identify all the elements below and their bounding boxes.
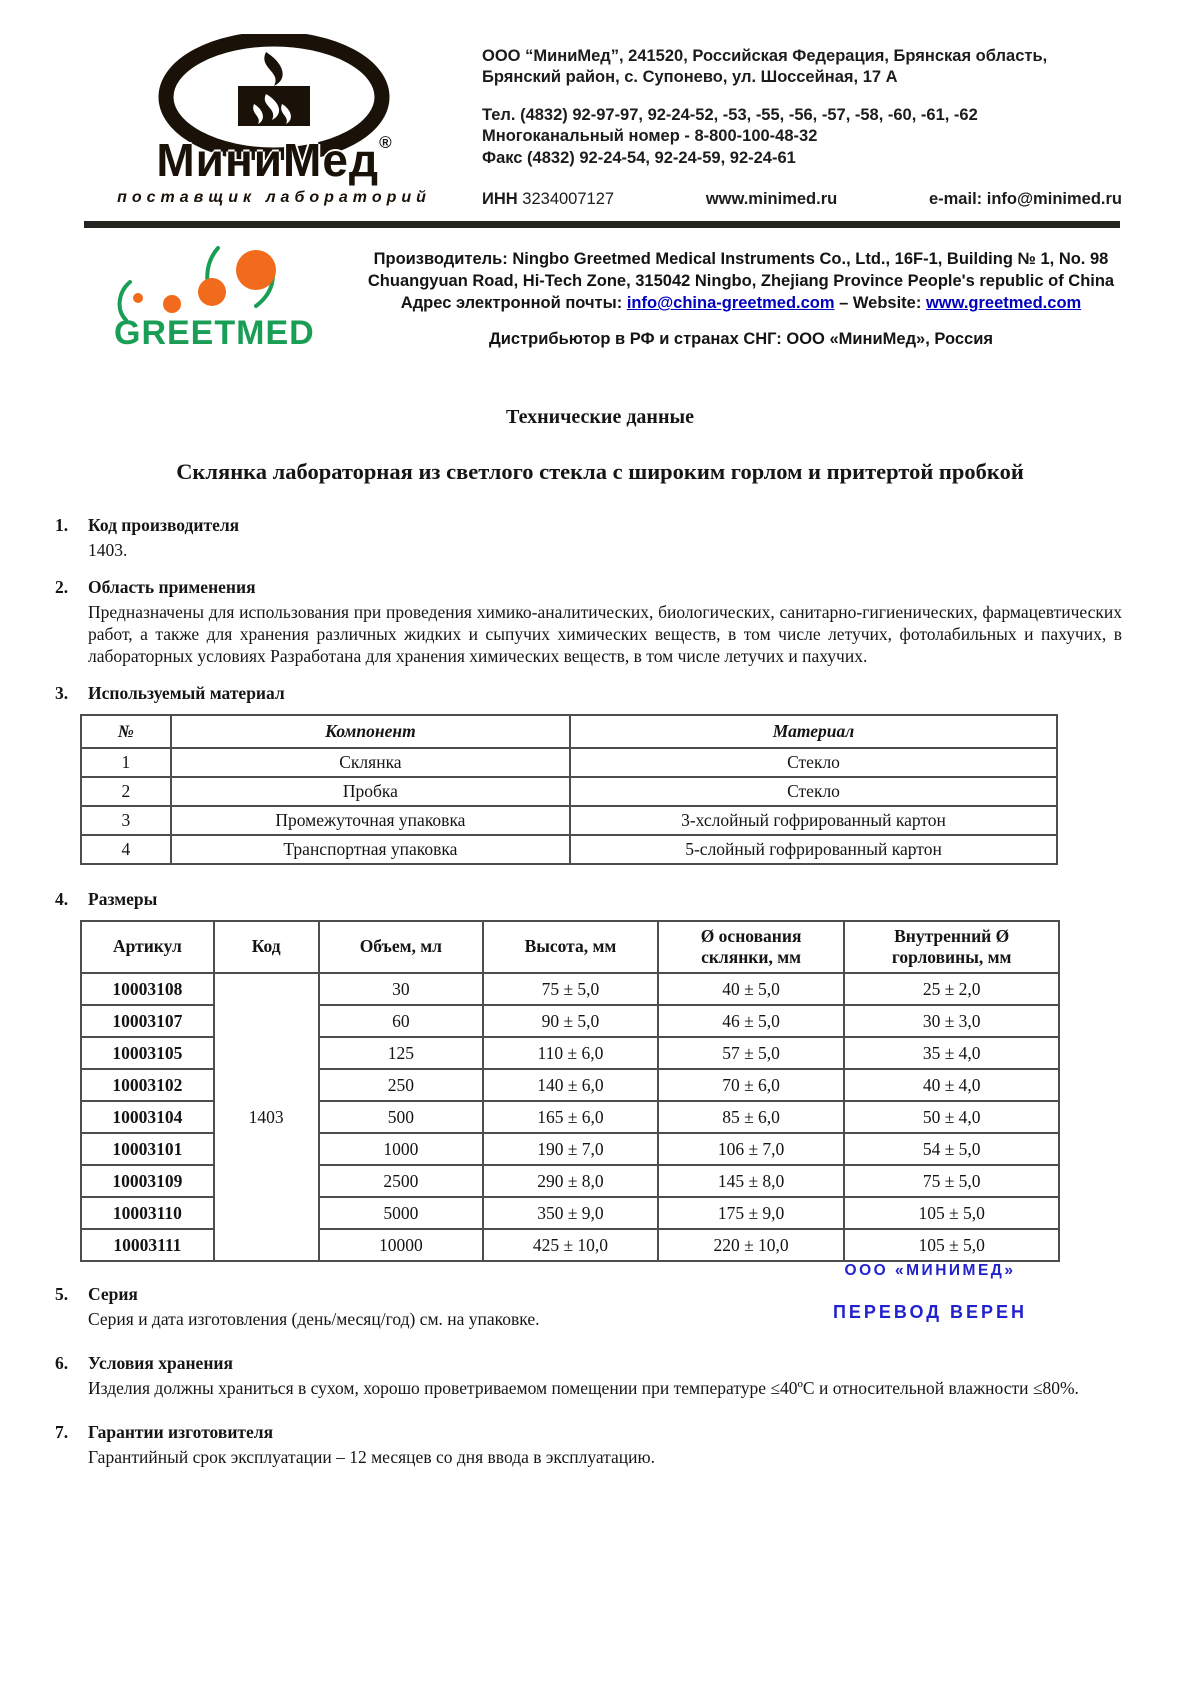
inn-label: ИНН <box>482 190 518 209</box>
cell: 90 ± 5,0 <box>483 1005 658 1037</box>
table-row <box>81 806 1057 835</box>
cell: 10003109 <box>81 1165 214 1197</box>
cell: 3 <box>81 806 171 835</box>
stamp-verified-line: ПЕРЕВОД ВЕРЕН <box>832 1302 1028 1322</box>
distributor-line: Дистрибьютор в РФ и странах СНГ: ООО «МиниМед», Россия <box>489 330 993 349</box>
cell: 350 ± 9,0 <box>483 1197 658 1229</box>
greetmed-logo <box>100 236 360 354</box>
inn-value: 3234007127 <box>522 190 615 209</box>
cell: 2500 <box>319 1165 484 1197</box>
section-7-title: Гарантии изготовителя <box>88 1421 274 1442</box>
cell: 10003105 <box>81 1037 214 1069</box>
cell: Склянка <box>171 748 570 777</box>
section-1-title: Код производителя <box>88 514 240 535</box>
cell: Промежуточная упаковка <box>171 806 570 835</box>
dimensions-table <box>80 920 1060 1262</box>
dim-header-volume: Объем, мл <box>319 921 484 973</box>
cell: 10003104 <box>81 1101 214 1133</box>
cell: 40 ± 5,0 <box>658 973 845 1005</box>
cell: 110 ± 6,0 <box>483 1037 658 1069</box>
inn-row <box>482 189 1122 210</box>
fax-line: Факс (4832) 92-24-54, 92-24-59, 92-24-61 <box>482 148 796 167</box>
materials-header-num: № <box>81 715 171 748</box>
website-label: – Website: <box>839 294 922 313</box>
cell: 10003110 <box>81 1197 214 1229</box>
cell: 30 <box>319 973 484 1005</box>
table-row <box>81 973 1059 1005</box>
phone-line: Тел. (4832) 92-97-97, 92-24-52, -53, -55, -56, -57, -58, -60, -61, -62 <box>482 105 978 124</box>
section-2-body: Предназначены для использования при проведения химико-аналитических, биологических, санитарно-гигиенических, фармацевтических работ, а также для хранения различных жидких и сыпучих химических веществ, в том числе летучих, фотолабильных и пахучих, в лабораторных условиях Разработана для хранения химических веществ, в том числе летучих и пахучих. <box>88 602 1122 666</box>
dim-header-neck-diameter: Внутренний Ø горловины, мм <box>844 921 1059 973</box>
section-6-heading <box>55 1353 1122 1374</box>
cell: 425 ± 10,0 <box>483 1229 658 1261</box>
address-line-2: Брянский район, с. Супонево, ул. Шоссейная, 17 А <box>482 68 898 87</box>
cell: 60 <box>319 1005 484 1037</box>
cell: 75 ± 5,0 <box>483 973 658 1005</box>
cell: Стекло <box>570 777 1057 806</box>
section-4-heading <box>55 889 1122 910</box>
cell: 46 ± 5,0 <box>658 1005 845 1037</box>
cell: 35 ± 4,0 <box>844 1037 1059 1069</box>
cell: 75 ± 5,0 <box>844 1165 1059 1197</box>
cell: 2 <box>81 777 171 806</box>
letterhead <box>0 0 1200 211</box>
cell: 250 <box>319 1069 484 1101</box>
registered-trademark-icon: ® <box>379 133 392 152</box>
address-line-1: ООО “МиниМед”, 241520, Российская Федерация, Брянская область, <box>482 47 1048 65</box>
manufacturer-band <box>0 228 1200 354</box>
cell: 190 ± 7,0 <box>483 1133 658 1165</box>
document-title: Технические данные <box>506 405 694 428</box>
materials-table <box>80 714 1058 865</box>
cell: Транспортная упаковка <box>171 835 570 864</box>
cell: 165 ± 6,0 <box>483 1101 658 1133</box>
cell: 10003111 <box>81 1229 214 1261</box>
product-title: Склянка лабораторная из светлого стекла с широким горлом и притертой пробкой <box>176 458 1024 484</box>
svg-text:GREETMED: GREETMED <box>114 313 315 352</box>
brand-tagline: поставщик лабораторий <box>117 189 431 206</box>
dim-header-article: Артикул <box>81 921 214 973</box>
section-7-body: Гарантийный срок эксплуатации – 12 месяцев со дня ввода в эксплуатацию. <box>88 1446 655 1467</box>
cell: 500 <box>319 1101 484 1133</box>
cell: 175 ± 9,0 <box>658 1197 845 1229</box>
section-3-title: Используемый материал <box>88 683 285 704</box>
cell: Стекло <box>570 748 1057 777</box>
section-6-body: Изделия должны храниться в сухом, хорошо проветриваемом помещении при температуре ≤40ºС и относительной влажности ≤80%. <box>88 1378 1079 1399</box>
company-email: e-mail: info@minimed.ru <box>928 190 1122 209</box>
section-2-heading <box>55 577 1122 598</box>
materials-header-material: Материал <box>570 715 1057 748</box>
stamp-company-line: ООО «МИНИМЕД» <box>844 1262 1016 1279</box>
dimensions-header-row <box>81 921 1059 973</box>
cell: 25 ± 2,0 <box>844 973 1059 1005</box>
header-divider <box>84 221 1120 228</box>
cell: 10003107 <box>81 1005 214 1037</box>
materials-header-row <box>81 715 1057 748</box>
translation-stamp <box>820 1262 1040 1323</box>
section-2-number: 2. <box>55 577 69 598</box>
company-contacts <box>460 34 1122 211</box>
company-website: www.minimed.ru <box>705 190 838 209</box>
cell: 10000 <box>319 1229 484 1261</box>
cell: 54 ± 5,0 <box>844 1133 1059 1165</box>
cell: 106 ± 7,0 <box>658 1133 845 1165</box>
section-3-number: 3. <box>55 683 69 704</box>
section-4-title: Размеры <box>88 889 158 910</box>
section-1-heading <box>55 515 1122 536</box>
section-5-number: 5. <box>55 1284 69 1305</box>
section-3-heading <box>55 683 1122 704</box>
table-row <box>81 748 1057 777</box>
manufacturer-email-link[interactable]: info@china-greetmed.com <box>626 294 835 313</box>
manufacturer-info <box>360 236 1122 354</box>
manufacturer-email-line <box>360 292 1122 314</box>
cell: 85 ± 6,0 <box>658 1101 845 1133</box>
dim-header-base-diameter: Ø основания склянки, мм <box>658 921 845 973</box>
brand-wordmark <box>88 133 460 186</box>
brand-name: МиниМед <box>156 134 380 186</box>
cell: 5-слойный гофрированный картон <box>570 835 1057 864</box>
manufacturer-line-1: Производитель: Ningbo Greetmed Medical Instruments Co., Ltd., 16F-1, Building № 1, No. 98 <box>373 249 1109 268</box>
cell: 1000 <box>319 1133 484 1165</box>
section-4-number: 4. <box>55 889 69 910</box>
cell: 105 ± 5,0 <box>844 1229 1059 1261</box>
section-5-title: Серия <box>88 1284 138 1305</box>
dim-header-height: Высота, мм <box>483 921 658 973</box>
cell: 57 ± 5,0 <box>658 1037 845 1069</box>
materials-header-component: Компонент <box>171 715 570 748</box>
cell: 10003102 <box>81 1069 214 1101</box>
cell: 140 ± 6,0 <box>483 1069 658 1101</box>
cell: 10003108 <box>81 973 214 1005</box>
cell: 145 ± 8,0 <box>658 1165 845 1197</box>
cell: 40 ± 4,0 <box>844 1069 1059 1101</box>
cell: 290 ± 8,0 <box>483 1165 658 1197</box>
cell: 70 ± 6,0 <box>658 1069 845 1101</box>
dim-header-code: Код <box>214 921 319 973</box>
section-6-title: Условия хранения <box>88 1353 233 1374</box>
merged-code-cell: 1403 <box>214 973 319 1261</box>
inn <box>482 189 614 210</box>
section-7-number: 7. <box>55 1421 69 1442</box>
section-2-title: Область применения <box>88 577 256 598</box>
cell: 30 ± 3,0 <box>844 1005 1059 1037</box>
cell: 5000 <box>319 1197 484 1229</box>
manufacturer-website-link[interactable]: www.greetmed.com <box>925 294 1082 313</box>
manufacturer-line-2: Chuangyuan Road, Hi-Tech Zone, 315042 Ningbo, Zhejiang Province People's republic of China <box>367 271 1115 290</box>
email-label: Адрес электронной почты: <box>400 294 623 313</box>
section-7-heading <box>55 1422 1122 1443</box>
multichannel-line: Многоканальный номер - 8-800-100-48-32 <box>482 127 818 146</box>
cell: 105 ± 5,0 <box>844 1197 1059 1229</box>
cell: 10003101 <box>81 1133 214 1165</box>
section-6-number: 6. <box>55 1353 69 1374</box>
cell: 125 <box>319 1037 484 1069</box>
section-1-number: 1. <box>55 514 69 535</box>
cell: 1 <box>81 748 171 777</box>
cell: 220 ± 10,0 <box>658 1229 845 1261</box>
section-1-body: 1403. <box>88 539 128 560</box>
cell: 3-хслойный гофрированный картон <box>570 806 1057 835</box>
cell: Пробка <box>171 777 570 806</box>
table-row <box>81 835 1057 864</box>
section-5-body: Серия и дата изготовления (день/месяц/год) см. на упаковке. <box>88 1309 540 1330</box>
table-row <box>81 777 1057 806</box>
minimed-logo <box>88 34 460 211</box>
cell: 4 <box>81 835 171 864</box>
cell: 50 ± 4,0 <box>844 1101 1059 1133</box>
